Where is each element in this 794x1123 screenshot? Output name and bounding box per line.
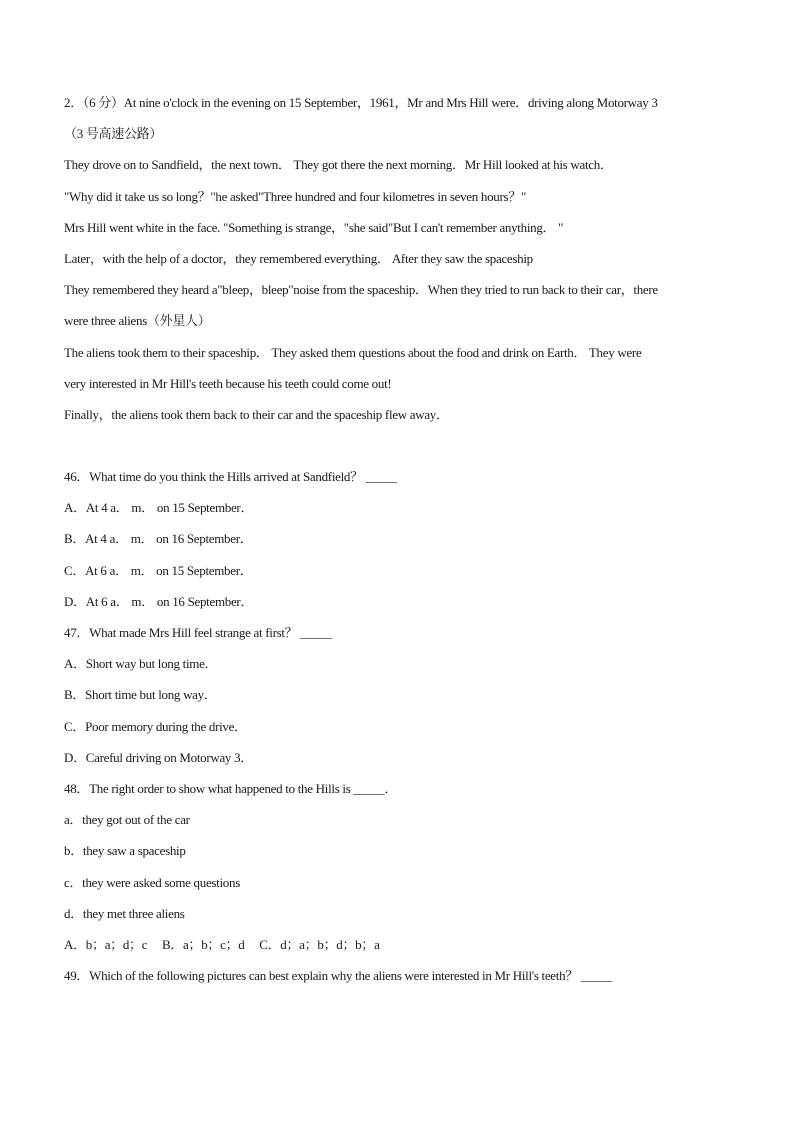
question-stem: 49．Which of the following pictures can best explain why the aliens were interested in Mr Hill's teeth？ _____ (64, 968, 612, 984)
answer-options-row: A．b；a；d；c B．a；b；c；d C．d；a；b；d；b；a (64, 936, 380, 952)
passage-line: "Why did it take us so long？"he asked"Three hundred and four kilometres in seven hours？" (64, 188, 526, 204)
answer-option: D．Careful driving on Motorway 3． (64, 749, 253, 765)
question-2-heading-continued: （3 号高速公路） (64, 126, 163, 142)
passage-line: They drove on to Sandfield，the next town． They got there the next morning．Mr Hill looked at his watch． (64, 157, 613, 173)
answer-option: C．At 6 a． m． on 15 September． (64, 562, 253, 578)
passage-line: They remembered they heard a"bleep，bleep"noise from the spaceship．When they tried to run back to their car，there (64, 282, 658, 298)
answer-option: C．Poor memory during the drive． (64, 718, 247, 734)
passage-line: Later，with the help of a doctor，they remembered everything． After they saw the spaceship (64, 250, 533, 266)
question-46 (64, 466, 734, 622)
reading-passage (64, 92, 734, 435)
document-content (64, 92, 734, 996)
question-49 (64, 965, 734, 996)
passage-line: Finally，the aliens took them back to their car and the spaceship flew away． (64, 406, 449, 422)
answer-option: B．At 4 a． m． on 16 September． (64, 531, 253, 547)
event-item: a．they got out of the car (64, 812, 190, 828)
event-item: b．they saw a spaceship (64, 843, 186, 859)
event-item: d．they met three aliens (64, 905, 185, 921)
question-stem: 47．What made Mrs Hill feel strange at first？ _____ (64, 625, 332, 640)
passage-line: were three aliens（外星人） (64, 313, 211, 329)
question-stem: 48．The right order to show what happened to the Hills is _____． (64, 780, 398, 796)
answer-option: A．Short way but long time． (64, 656, 218, 672)
question-stem: 46．What time do you think the Hills arrived at Sandfield？ _____ (64, 469, 397, 485)
passage-line: The aliens took them to their spaceship． They asked them questions about the food and drink on Earth． They were (64, 344, 642, 360)
passage-line: Mrs Hill went white in the face. "Something is strange，"she said"But I can't remember anything． " (64, 219, 564, 235)
question-47 (64, 622, 734, 778)
question-2-heading: 2．（6 分）At nine o'clock in the evening on 15 September，1961，Mr and Mrs Hill were．driving along Motorway 3 (64, 95, 658, 110)
answer-option: A．At 4 a． m． on 15 September． (64, 500, 254, 516)
answer-option: B．Short time but long way． (64, 687, 217, 703)
passage-line: very interested in Mr Hill's teeth because his teeth could come out! (64, 375, 392, 391)
question-48 (64, 778, 734, 965)
event-item: c．they were asked some questions (64, 874, 240, 890)
answer-option: D．At 6 a． m． on 16 September． (64, 593, 254, 609)
section-spacer (64, 435, 734, 466)
